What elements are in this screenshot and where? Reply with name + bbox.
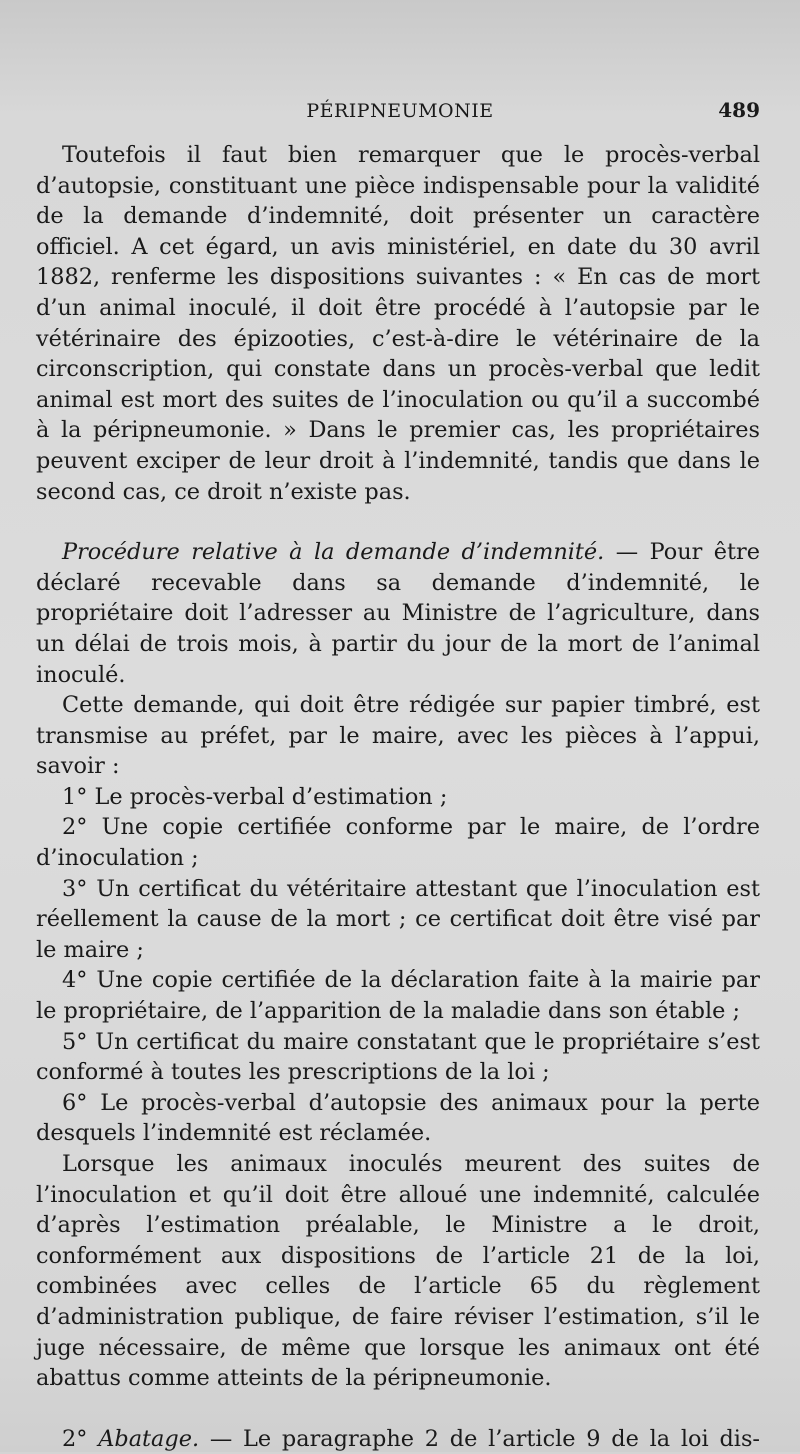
paragraph-request: Cette demande, qui doit être rédigée sur papier timbré, est transmise au préfet, par le maire, avec les pièces à l’appui, savoir :	[36, 692, 760, 780]
section-heading-abatage: Abatage.	[98, 1425, 200, 1452]
page-header	[36, 96, 764, 128]
paragraph-abatage	[36, 1424, 760, 1454]
procedure-text: — Pour être déclaré recevable dans sa demande d’indemnité, le propriétaire doit l’adresser au Ministre de l’agriculture, dans un délai de trois mois, à partir du jour de la mort de l’animal inoculé.	[36, 539, 760, 688]
page-body	[36, 140, 760, 1454]
list-item: 3° Un certificat du vétéritaire attestant que l’inoculation est réellement la cause de la mort ; ce certificat doit être visé par le maire ;	[36, 875, 760, 963]
page-number: 489	[718, 98, 760, 122]
abatage-text: — Le paragraphe 2 de l’article 9 de la loi dis-	[199, 1425, 761, 1452]
paragraph-indemnity-autopsy: Toutefois il faut bien remarquer que le procès-verbal d’autopsie, constituant une pièce indispensable pour la validité de la demande d’indemnité, doit présenter un caractère officiel. A cet égard, un avis ministériel, en date du 30 avril 1882, renferme les dispositions suivantes : « En cas de mort d’un animal inoculé, il doit être procédé à l’autopsie par le vétérinaire des épizooties, c’est-à-dire le vétérinaire de la circonscription, qui constate dans un procès-verbal que ledit animal est mort des suites de l’inoculation ou qu’il a succombé à la péripneumonie. » Dans le premier cas, les propriétaires peuvent exciper de leur droit à l’indemnité, tandis que dans le second cas, ce droit n’existe pas.	[36, 142, 760, 505]
paragraph-revision: Lorsque les animaux inoculés meurent des suites de l’inoculation et qu’il doit être alloué une indemnité, calculée d’après l’estimation préalable, le Ministre a le droit, conformément aux dispositions de l’article 21 de la loi, combinées avec celles de l’article 65 du règlement d’administration publique, de faire réviser l’estimation, s’il le juge nécessaire, de même que lorsque les animaux ont été abattus comme atteints de la péripneumonie.	[36, 1151, 760, 1392]
paragraph-procedure	[36, 537, 760, 690]
section-heading-procedure: Procédure relative à la demande d’indemnité.	[62, 539, 605, 566]
list-item: 1° Le procès-verbal d’estimation ;	[62, 783, 448, 810]
section-number: 2°	[62, 1425, 99, 1452]
list-item: 5° Un certificat du maire constatant que le propriétaire s’est conformé à toutes les prescriptions de la loi ;	[36, 1028, 760, 1086]
running-title: PÉRIPNEUMONIE	[306, 100, 494, 122]
list-item: 4° Une copie certifiée de la déclaration faite à la mairie par le propriétaire, de l’apparition de la maladie dans son étable ;	[36, 967, 760, 1025]
list-item: 6° Le procès-verbal d’autopsie des animaux pour la perte desquels l’indemnité est réclamée.	[36, 1089, 760, 1147]
list-item: 2° Une copie certifiée conforme par le maire, de l’ordre d’inoculation ;	[36, 814, 760, 872]
